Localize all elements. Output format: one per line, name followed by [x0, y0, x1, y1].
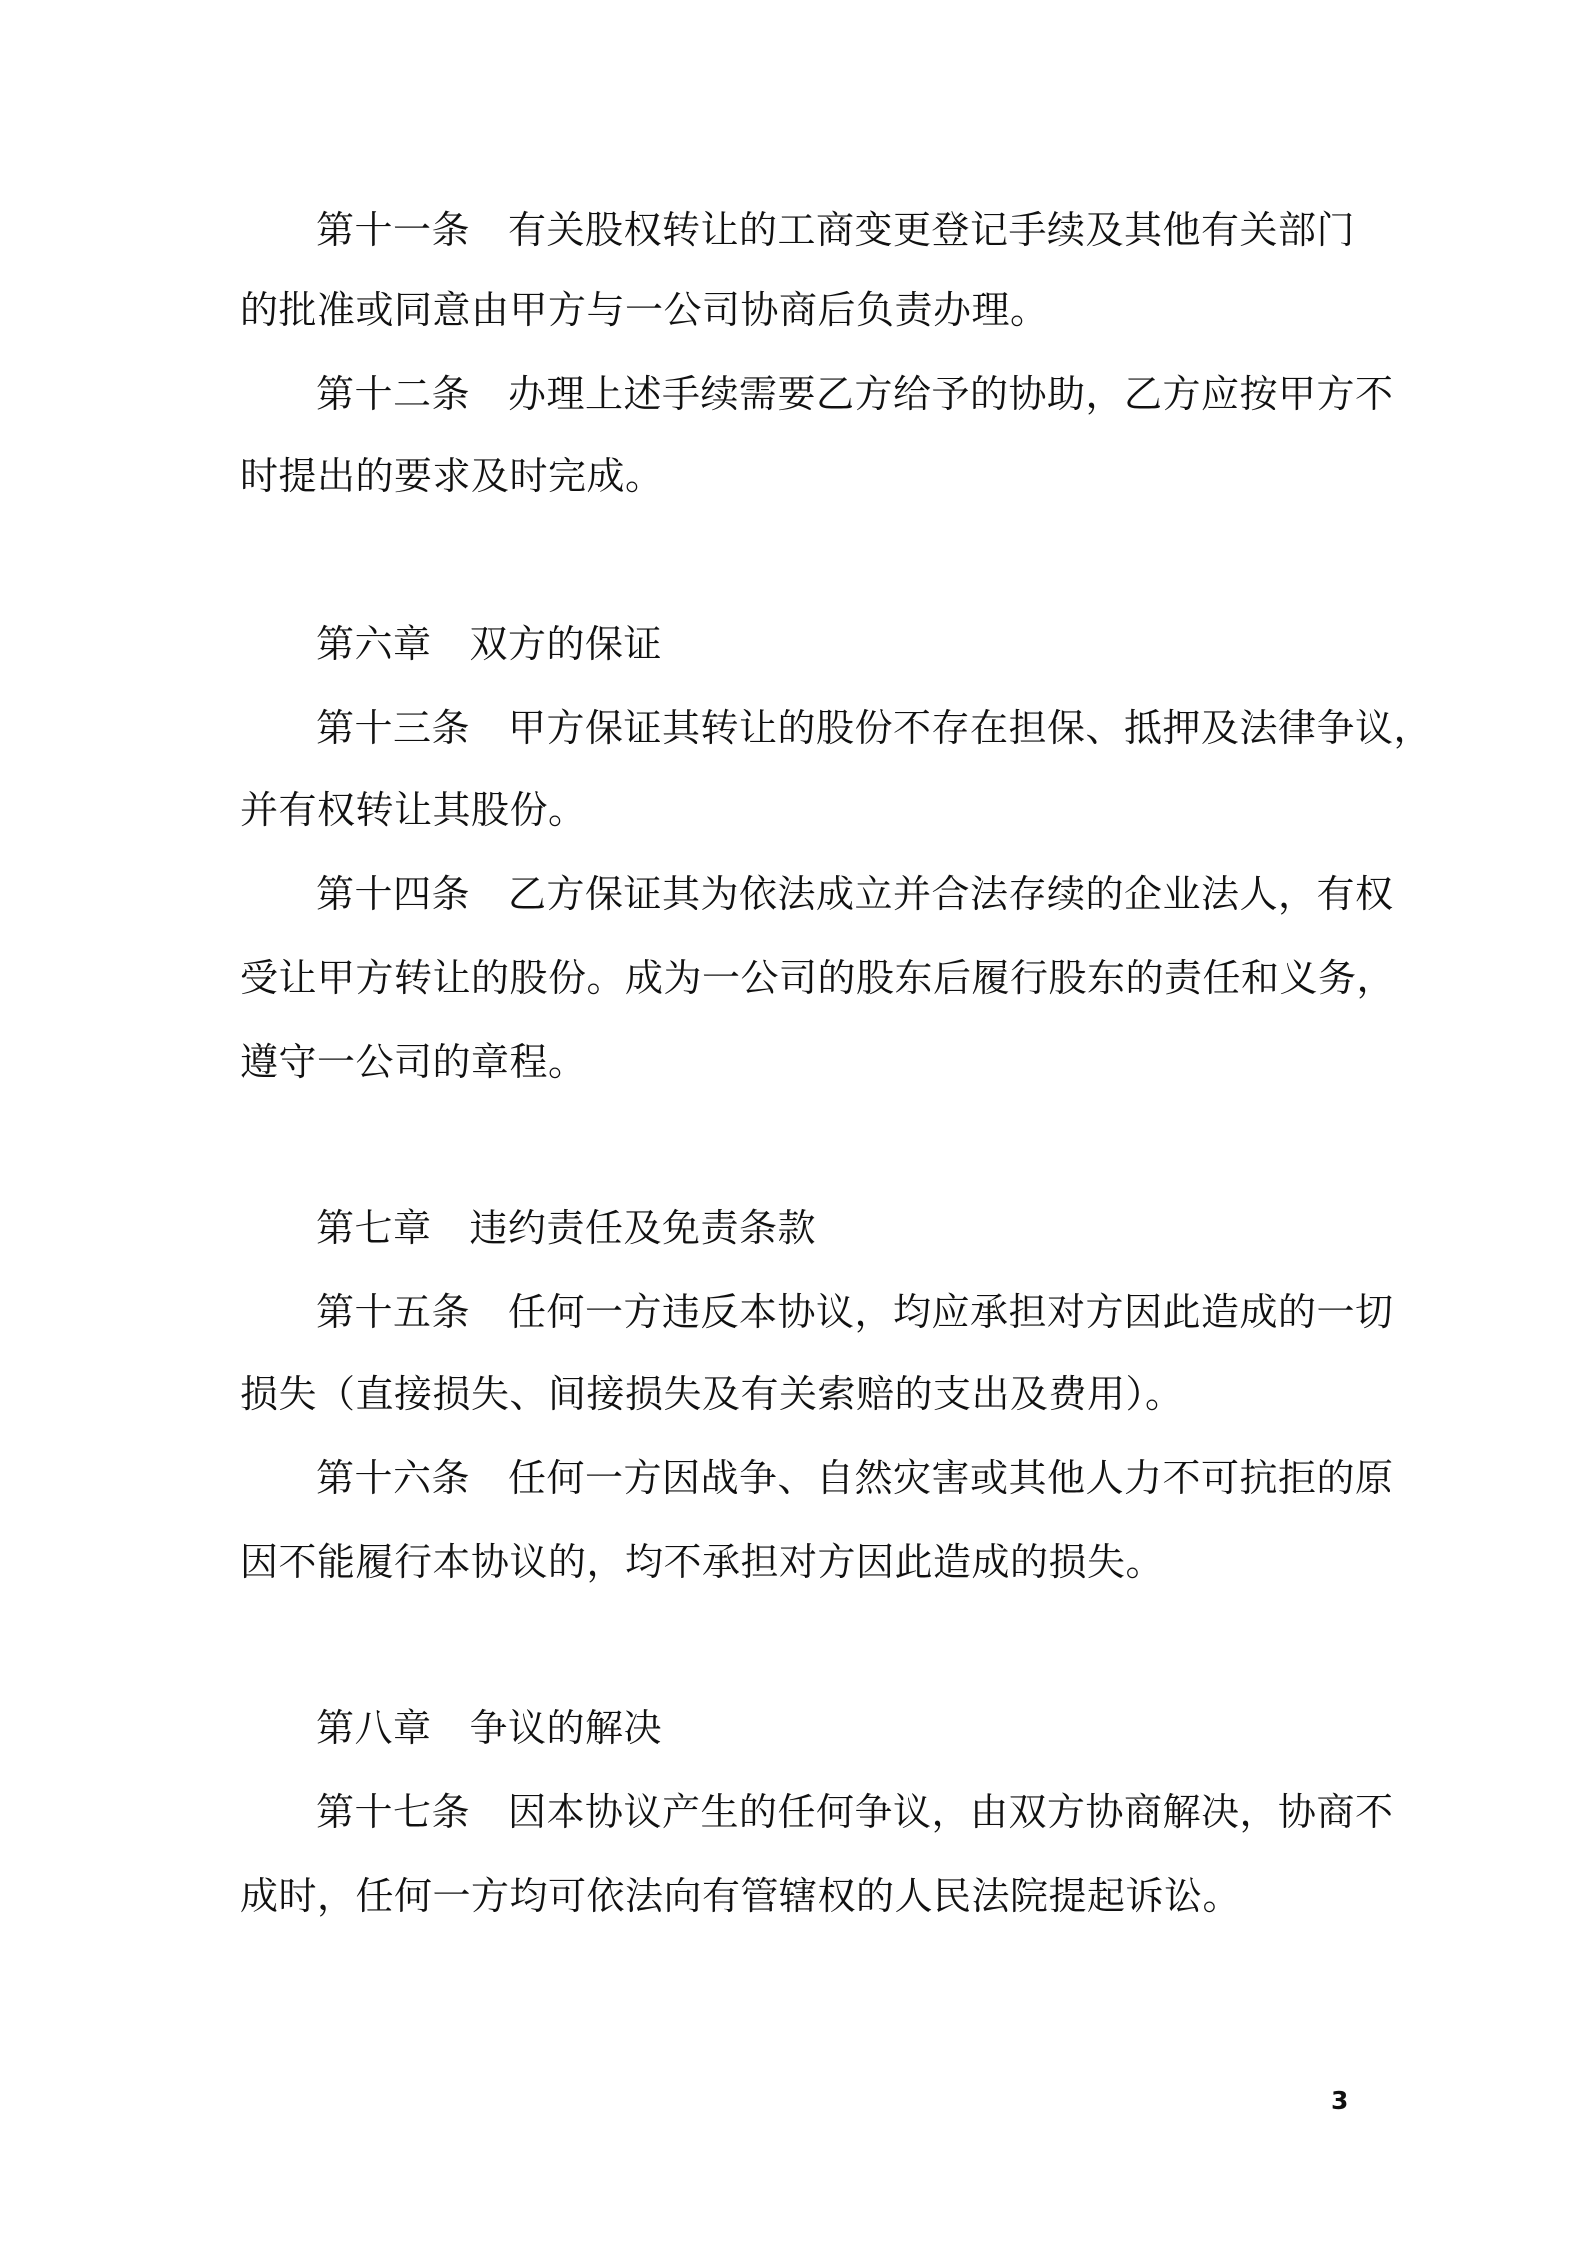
article-text: 任何一方违反本协议，均应承担对方因此造成的一切	[508, 1290, 1394, 1334]
chapter-number: 第八章	[316, 1706, 432, 1750]
article-15-line-1	[316, 1288, 1394, 1336]
chapter-number: 第六章	[316, 622, 432, 666]
article-11-line-1	[316, 206, 1355, 254]
article-14-line-2: 受让甲方转让的股份。成为一公司的股东后履行股东的责任和义务，	[240, 956, 1396, 1000]
article-12-line-2: 时提出的要求及时完成。	[240, 454, 664, 498]
chapter-title: 违约责任及免责条款	[469, 1206, 817, 1250]
chapter-8-heading	[316, 1704, 662, 1752]
article-14-line-3: 遵守一公司的章程。	[240, 1040, 587, 1084]
chapter-number: 第七章	[316, 1206, 432, 1250]
article-text: 因本协议产生的任何争议，由双方协商解决，协商不	[508, 1790, 1394, 1834]
article-16-line-1	[316, 1454, 1394, 1502]
article-16-line-2: 因不能履行本协议的，均不承担对方因此造成的损失。	[240, 1540, 1165, 1584]
article-13-line-2: 并有权转让其股份。	[240, 788, 587, 832]
article-15-line-2: 损失（直接损失、间接损失及有关索赔的支出及费用）。	[240, 1372, 1184, 1416]
article-17-line-1	[316, 1788, 1394, 1836]
article-number: 第十六条	[316, 1456, 471, 1500]
article-number: 第十二条	[316, 372, 471, 416]
article-number: 第十七条	[316, 1790, 471, 1834]
article-11-line-2: 的批准或同意由甲方与一公司协商后负责办理。	[240, 288, 1049, 332]
chapter-title: 双方的保证	[469, 622, 663, 666]
chapter-7-heading	[316, 1204, 816, 1252]
chapter-6-heading	[316, 620, 662, 668]
article-text: 乙方保证其为依法成立并合法存续的企业法人，有权	[508, 872, 1394, 916]
article-17-line-2: 成时，任何一方均可依法向有管辖权的人民法院提起诉讼。	[240, 1874, 1242, 1918]
article-13-line-1	[316, 704, 1432, 752]
article-text: 有关股权转让的工商变更登记手续及其他有关部门	[508, 208, 1356, 252]
chapter-title: 争议的解决	[469, 1706, 663, 1750]
article-text: 甲方保证其转让的股份不存在担保、抵押及法律争议，	[508, 706, 1433, 750]
article-14-line-1	[316, 870, 1394, 918]
article-number: 第十五条	[316, 1290, 471, 1334]
page-number: 3	[1331, 2086, 1349, 2115]
article-text: 办理上述手续需要乙方给予的协助，乙方应按甲方不	[508, 372, 1394, 416]
article-number: 第十四条	[316, 872, 471, 916]
article-text: 任何一方因战争、自然灾害或其他人力不可抗拒的原	[508, 1456, 1394, 1500]
article-number: 第十一条	[316, 208, 471, 252]
article-12-line-1	[316, 370, 1394, 418]
article-number: 第十三条	[316, 706, 471, 750]
